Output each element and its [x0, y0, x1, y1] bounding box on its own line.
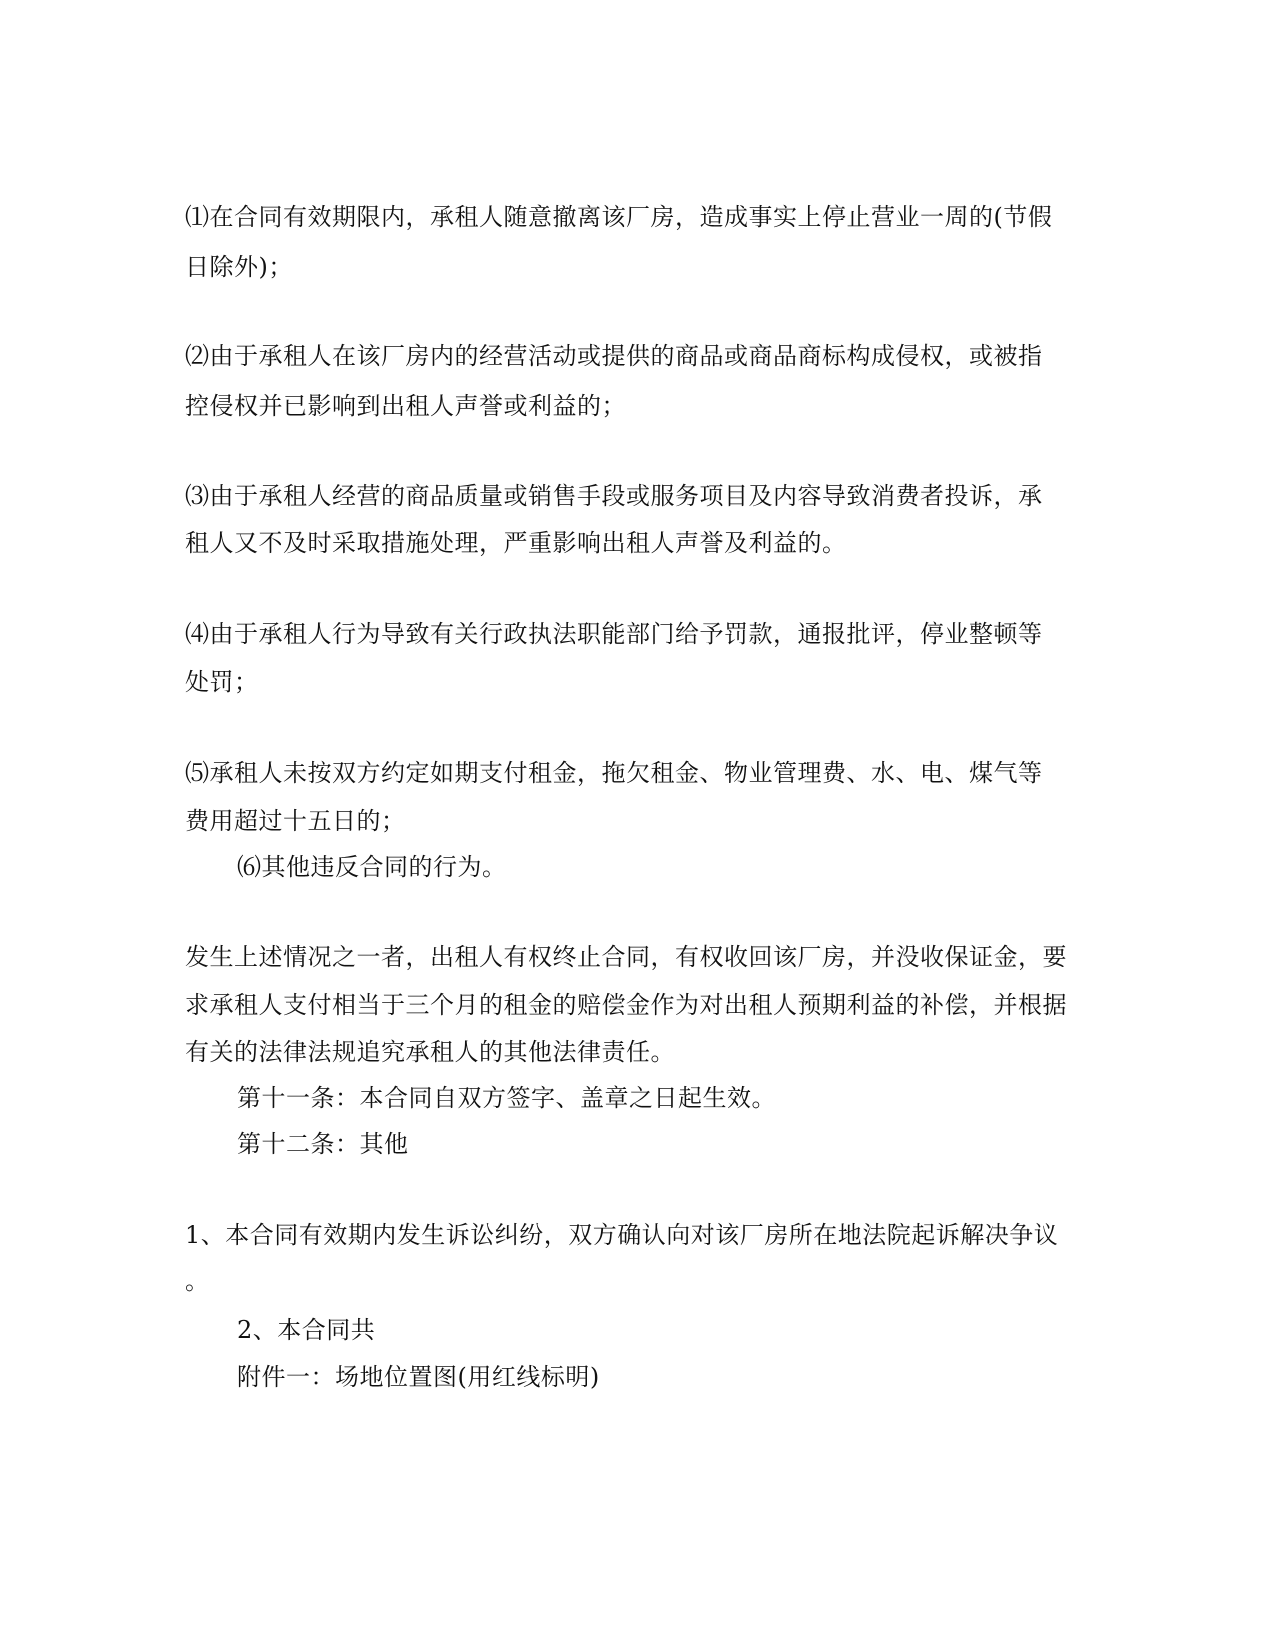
item-1-line-2: 。	[185, 1267, 210, 1295]
clause-2-line-2: 控侵权并已影响到出租人声誉或利益的；	[185, 392, 626, 420]
clause-1-line-2: 日除外)；	[185, 253, 293, 281]
item-2: 2、本合同共	[237, 1316, 376, 1344]
consequence-line-3: 有关的法律法规追究承租人的其他法律责任。	[185, 1038, 675, 1066]
item-1-line-1: 1、本合同有效期内发生诉讼纠纷，双方确认向对该厂房所在地法院起诉解决争议	[185, 1221, 1059, 1249]
clause-3-line-2: 租人又不及时采取措施处理，严重影响出租人声誉及利益的。	[185, 529, 847, 557]
clause-4-line-2: 处罚；	[185, 668, 259, 696]
clause-2-line-1: ⑵由于承租人在该厂房内的经营活动或提供的商品或商品商标构成侵权，或被指	[185, 342, 1043, 370]
article-12: 第十二条：其他	[237, 1130, 409, 1158]
clause-5-line-2: 费用超过十五日的；	[185, 807, 406, 835]
attachment-1: 附件一：场地位置图(用红线标明)	[237, 1363, 600, 1391]
consequence-line-1: 发生上述情况之一者，出租人有权终止合同，有权收回该厂房，并没收保证金，要	[185, 943, 1067, 971]
clause-3-line-1: ⑶由于承租人经营的商品质量或销售手段或服务项目及内容导致消费者投诉，承	[185, 482, 1043, 510]
clause-6-line: ⑹其他违反合同的行为。	[237, 853, 507, 881]
clause-1-line-1: ⑴在合同有效期限内，承租人随意撤离该厂房，造成事实上停止营业一周的(节假	[185, 203, 1053, 231]
article-11: 第十一条：本合同自双方签字、盖章之日起生效。	[237, 1084, 776, 1112]
clause-5-line-1: ⑸承租人未按双方约定如期支付租金，拖欠租金、物业管理费、水、电、煤气等	[185, 759, 1043, 787]
clause-4-line-1: ⑷由于承租人行为导致有关行政执法职能部门给予罚款，通报批评，停业整顿等	[185, 620, 1043, 648]
consequence-line-2: 求承租人支付相当于三个月的租金的赔偿金作为对出租人预期利益的补偿，并根据	[185, 991, 1067, 1019]
